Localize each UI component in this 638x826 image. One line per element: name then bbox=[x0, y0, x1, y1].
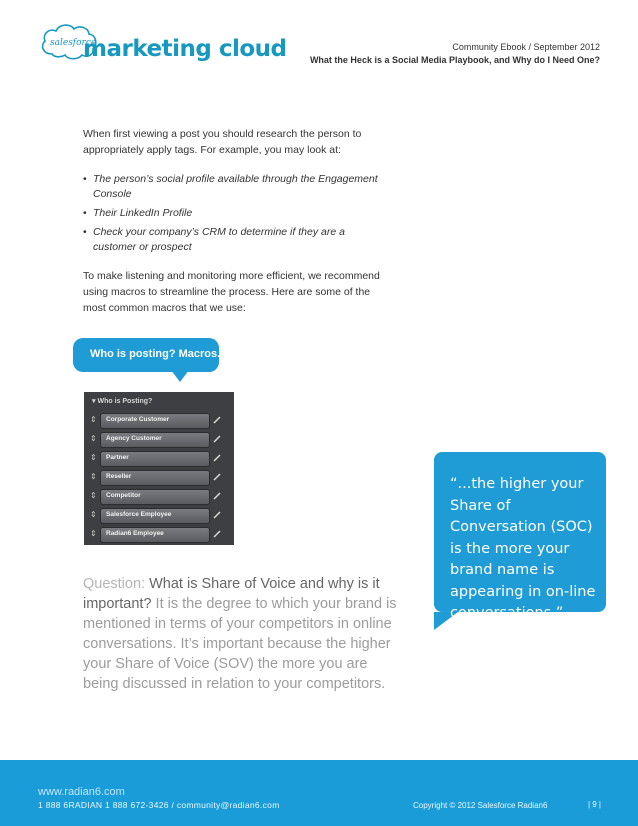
bullet-item bbox=[83, 172, 383, 202]
question-block bbox=[83, 574, 403, 694]
macro-label: Salesforce Employee bbox=[106, 511, 172, 518]
ebook-date: Community Ebook / September 2012 bbox=[452, 42, 600, 52]
question-answer: It is the degree to which your brand is mentioned in terms of your competitors in online conversations. It’s important because the higher your Share of Voice (SOV) the more you are being discussed in relation to your competitors. bbox=[83, 596, 397, 692]
edit-pencil-icon[interactable] bbox=[213, 435, 221, 443]
callout-label: Who is posting? Macros. bbox=[90, 348, 221, 360]
macro-label: Agency Customer bbox=[106, 435, 162, 442]
macro-label: Reseller bbox=[106, 473, 132, 480]
bullet-text: The person’s social profile available through the Engagement Console bbox=[93, 173, 378, 200]
drag-handle-icon[interactable]: ⇕ bbox=[90, 510, 97, 519]
drag-handle-icon[interactable]: ⇕ bbox=[90, 472, 97, 481]
macro-item[interactable] bbox=[100, 508, 210, 524]
bullet-item bbox=[83, 225, 383, 255]
macro-item[interactable] bbox=[100, 432, 210, 448]
page-number: | 9 | bbox=[587, 800, 601, 809]
footer-url-link[interactable]: www.radian6.com bbox=[38, 786, 125, 798]
drag-handle-icon[interactable]: ⇕ bbox=[90, 434, 97, 443]
macro-item[interactable] bbox=[100, 527, 210, 543]
ebook-title: What the Heck is a Social Media Playbook, and Why do I Need One? bbox=[309, 55, 600, 65]
macro-item[interactable] bbox=[100, 413, 210, 429]
question-label: Question: bbox=[83, 576, 146, 592]
footer-contact: 1 888 6RADIAN 1 888 672-3426 / community@radian6.com bbox=[38, 800, 280, 810]
macro-item[interactable] bbox=[100, 489, 210, 505]
macros-panel-title: ▾ Who is Posting? bbox=[92, 398, 153, 405]
footer-copyright: Copyright © 2012 Salesforce Radian6 bbox=[413, 801, 548, 810]
edit-pencil-icon[interactable] bbox=[213, 416, 221, 424]
bullet-text: Their LinkedIn Profile bbox=[93, 207, 193, 219]
edit-pencil-icon[interactable] bbox=[213, 530, 221, 538]
bullet-item bbox=[83, 206, 383, 221]
callout-pointer bbox=[171, 370, 189, 382]
macro-label: Radian6 Employee bbox=[106, 530, 164, 537]
edit-pencil-icon[interactable] bbox=[213, 511, 221, 519]
macros-paragraph: To make listening and monitoring more efficient, we recommend using macros to streamline the process. Here are some of the most common macros that we use: bbox=[83, 270, 380, 314]
macro-label: Corporate Customer bbox=[106, 416, 170, 423]
drag-handle-icon[interactable]: ⇕ bbox=[90, 453, 97, 462]
salesforce-logo-text: salesforce bbox=[50, 38, 97, 48]
macros-panel-title-text: Who is Posting? bbox=[97, 398, 153, 405]
bullet-icon: • bbox=[83, 226, 87, 238]
macro-item[interactable] bbox=[100, 451, 210, 467]
macro-item[interactable] bbox=[100, 470, 210, 486]
macro-label: Partner bbox=[106, 454, 129, 461]
edit-pencil-icon[interactable] bbox=[213, 473, 221, 481]
pull-quote: “...the higher your Share of Conversation (SOC) is the more your brand name is appearing in on-line conversations.” bbox=[450, 476, 596, 621]
bullet-text: Check your company’s CRM to determine if they are a customer or prospect bbox=[93, 226, 345, 253]
marketing-cloud-logo: marketing cloud bbox=[83, 36, 287, 62]
macro-label: Competitor bbox=[106, 492, 141, 499]
edit-pencil-icon[interactable] bbox=[213, 454, 221, 462]
question-heading: What is Share of Voice and why is it important? bbox=[83, 576, 380, 612]
research-bullet-list bbox=[83, 172, 383, 259]
intro-paragraph: When first viewing a post you should research the person to appropriately apply tags. For example, you may look at: bbox=[83, 128, 362, 156]
bullet-icon: • bbox=[83, 173, 87, 185]
bullet-icon: • bbox=[83, 207, 87, 219]
drag-handle-icon[interactable]: ⇕ bbox=[90, 415, 97, 424]
drag-handle-icon[interactable]: ⇕ bbox=[90, 529, 97, 538]
edit-pencil-icon[interactable] bbox=[213, 492, 221, 500]
drag-handle-icon[interactable]: ⇕ bbox=[90, 491, 97, 500]
